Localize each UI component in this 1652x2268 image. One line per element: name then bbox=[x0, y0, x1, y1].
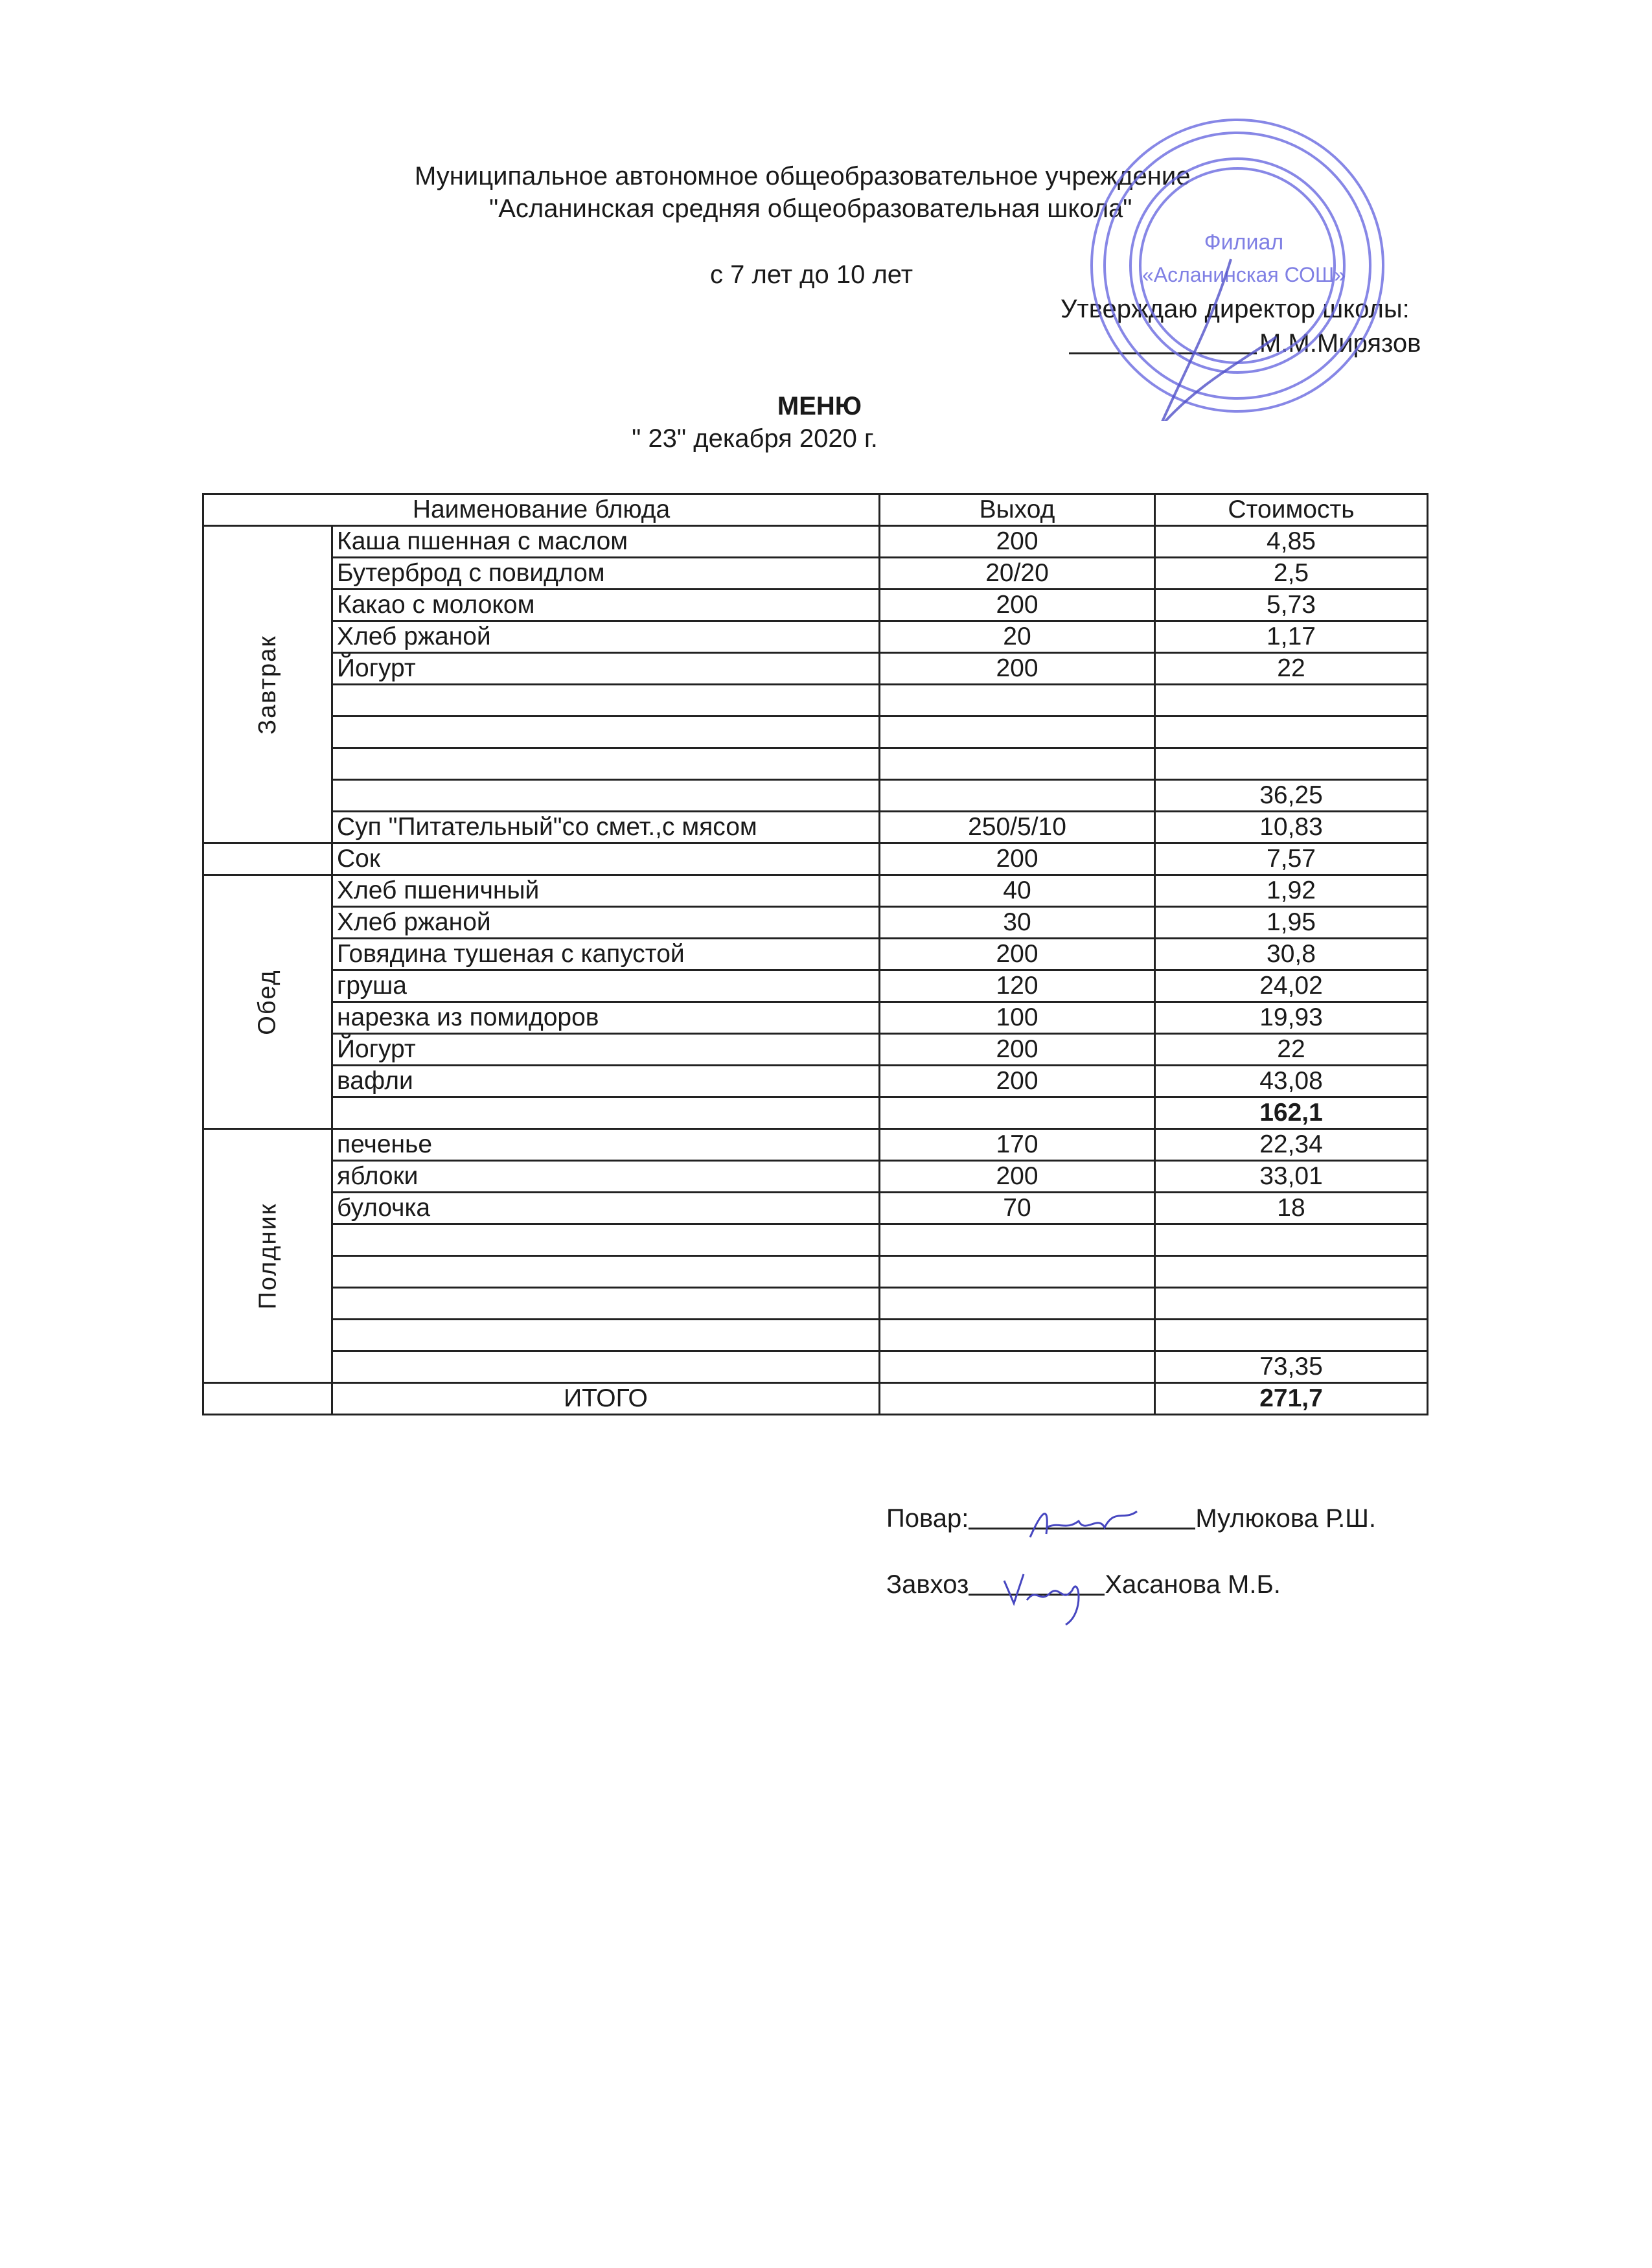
dish-name: Каша пшенная с маслом bbox=[332, 526, 880, 558]
portion: 200 bbox=[880, 1034, 1155, 1066]
portion bbox=[880, 1288, 1155, 1320]
dish-name: Хлеб ржаной bbox=[332, 621, 880, 653]
cost: 4,85 bbox=[1155, 526, 1428, 558]
dish-name: Сок bbox=[332, 843, 880, 875]
portion: 40 bbox=[880, 875, 1155, 907]
cost: 73,35 bbox=[1155, 1351, 1428, 1383]
cost bbox=[1155, 1224, 1428, 1256]
table-row bbox=[203, 653, 1428, 685]
portion: 20 bbox=[880, 621, 1155, 653]
portion: 200 bbox=[880, 590, 1155, 621]
header-cost: Стоимость bbox=[1155, 494, 1428, 526]
portion bbox=[880, 748, 1155, 780]
storekeeper-signature bbox=[886, 1570, 1281, 1599]
dish-name bbox=[332, 748, 880, 780]
table-row bbox=[203, 590, 1428, 621]
dish-name: Йогурт bbox=[332, 1034, 880, 1066]
cost bbox=[1155, 1320, 1428, 1351]
dish-name: Йогурт bbox=[332, 653, 880, 685]
cost: 22 bbox=[1155, 1034, 1428, 1066]
dish-name: груша bbox=[332, 970, 880, 1002]
organization-name: Муниципальное автономное общеобразовательное учреждение bbox=[415, 162, 1191, 190]
table-row bbox=[203, 1288, 1428, 1320]
school-name: "Асланинская средняя общеобразовательная школа" bbox=[489, 194, 1132, 223]
portion bbox=[880, 1320, 1155, 1351]
cost: 2,5 bbox=[1155, 558, 1428, 590]
table-row bbox=[203, 1161, 1428, 1193]
cook-name: Мулюкова Р.Ш. bbox=[1195, 1504, 1376, 1533]
meal-section-cell bbox=[203, 526, 332, 843]
portion bbox=[880, 1097, 1155, 1129]
cost: 22,34 bbox=[1155, 1129, 1428, 1161]
cost: 22 bbox=[1155, 653, 1428, 685]
dish-name: Хлеб ржаной bbox=[332, 907, 880, 939]
cost bbox=[1155, 716, 1428, 748]
table-row bbox=[203, 1351, 1428, 1383]
portion: 200 bbox=[880, 526, 1155, 558]
portion: 200 bbox=[880, 1066, 1155, 1097]
table-row bbox=[203, 875, 1428, 907]
cost: 18 bbox=[1155, 1193, 1428, 1224]
portion bbox=[880, 1256, 1155, 1288]
table-row bbox=[203, 1256, 1428, 1288]
dish-name: Какао с молоком bbox=[332, 590, 880, 621]
cook-handwritten-signature bbox=[1027, 1502, 1143, 1547]
portion: 200 bbox=[880, 653, 1155, 685]
table-row bbox=[203, 1320, 1428, 1351]
table-row bbox=[203, 685, 1428, 716]
cost: 24,02 bbox=[1155, 970, 1428, 1002]
table-header-row bbox=[203, 494, 1428, 526]
total-row bbox=[203, 1383, 1428, 1415]
svg-text:Филиал: Филиал bbox=[1204, 230, 1284, 255]
portion bbox=[880, 1224, 1155, 1256]
portion: 70 bbox=[880, 1193, 1155, 1224]
cost: 5,73 bbox=[1155, 590, 1428, 621]
menu-table bbox=[202, 493, 1428, 1415]
dish-name bbox=[332, 1288, 880, 1320]
dish-name: Хлеб пшеничный bbox=[332, 875, 880, 907]
signature-line bbox=[969, 1528, 1195, 1529]
table-row bbox=[203, 939, 1428, 970]
table-row bbox=[203, 907, 1428, 939]
portion: 200 bbox=[880, 939, 1155, 970]
table-row bbox=[203, 716, 1428, 748]
total-empty-cell bbox=[203, 1383, 332, 1415]
table-row bbox=[203, 621, 1428, 653]
dish-name bbox=[332, 1224, 880, 1256]
cost: 36,25 bbox=[1155, 780, 1428, 812]
meal-section-cell bbox=[203, 1129, 332, 1383]
header-portion: Выход bbox=[880, 494, 1155, 526]
meal-section-label: Завтрак bbox=[254, 634, 281, 735]
cost: 1,92 bbox=[1155, 875, 1428, 907]
table-row bbox=[203, 1002, 1428, 1034]
cost: 33,01 bbox=[1155, 1161, 1428, 1193]
dish-name: Суп "Питательный"со смет.,с мясом bbox=[332, 812, 880, 843]
dish-name bbox=[332, 1320, 880, 1351]
portion: 100 bbox=[880, 1002, 1155, 1034]
portion: 200 bbox=[880, 843, 1155, 875]
cost bbox=[1155, 748, 1428, 780]
dish-name bbox=[332, 1256, 880, 1288]
dish-name: нарезка из помидоров bbox=[332, 1002, 880, 1034]
approval-label: Утверждаю директор школы: bbox=[1061, 295, 1410, 323]
cost: 162,1 bbox=[1155, 1097, 1428, 1129]
meal-section-cell bbox=[203, 843, 332, 875]
meal-section-label: Обед bbox=[254, 968, 281, 1035]
cost: 30,8 bbox=[1155, 939, 1428, 970]
table-row bbox=[203, 970, 1428, 1002]
meal-section-label: Полдник bbox=[253, 1202, 281, 1309]
cost: 7,57 bbox=[1155, 843, 1428, 875]
portion bbox=[880, 1351, 1155, 1383]
cost: 19,93 bbox=[1155, 1002, 1428, 1034]
cost: 10,83 bbox=[1155, 812, 1428, 843]
table-row bbox=[203, 1097, 1428, 1129]
total-value: 271,7 bbox=[1155, 1383, 1428, 1415]
cost: 1,17 bbox=[1155, 621, 1428, 653]
meal-section-cell bbox=[203, 875, 332, 1129]
table-row bbox=[203, 748, 1428, 780]
table-row bbox=[203, 1066, 1428, 1097]
portion: 170 bbox=[880, 1129, 1155, 1161]
age-range: с 7 лет до 10 лет bbox=[710, 260, 913, 289]
portion bbox=[880, 685, 1155, 716]
dish-name bbox=[332, 685, 880, 716]
portion bbox=[880, 716, 1155, 748]
dish-name: Говядина тушеная с капустой bbox=[332, 939, 880, 970]
menu-date: " 23" декабря 2020 г. bbox=[632, 424, 878, 453]
dish-name bbox=[332, 1097, 880, 1129]
dish-name: печенье bbox=[332, 1129, 880, 1161]
cost bbox=[1155, 685, 1428, 716]
portion: 120 bbox=[880, 970, 1155, 1002]
dish-name: вафли bbox=[332, 1066, 880, 1097]
portion: 20/20 bbox=[880, 558, 1155, 590]
portion: 30 bbox=[880, 907, 1155, 939]
total-empty-cell bbox=[880, 1383, 1155, 1415]
dish-name: булочка bbox=[332, 1193, 880, 1224]
dish-name bbox=[332, 780, 880, 812]
school-stamp bbox=[1082, 110, 1393, 421]
dish-name bbox=[332, 1351, 880, 1383]
cost: 1,95 bbox=[1155, 907, 1428, 939]
storekeeper-name: Хасанова М.Б. bbox=[1105, 1570, 1281, 1599]
signature-line bbox=[969, 1594, 1105, 1596]
svg-text:«Асланинская СОШ»: «Асланинская СОШ» bbox=[1142, 263, 1346, 286]
table-row bbox=[203, 1034, 1428, 1066]
dish-name bbox=[332, 716, 880, 748]
table-row bbox=[203, 812, 1428, 843]
table-row bbox=[203, 1224, 1428, 1256]
dish-name: Бутерброд с повидлом bbox=[332, 558, 880, 590]
header-dish-name: Наименование блюда bbox=[203, 494, 880, 526]
total-label: ИТОГО bbox=[332, 1383, 880, 1415]
portion: 200 bbox=[880, 1161, 1155, 1193]
dish-name: яблоки bbox=[332, 1161, 880, 1193]
cost bbox=[1155, 1256, 1428, 1288]
storekeeper-handwritten-signature bbox=[1001, 1568, 1105, 1626]
cook-signature bbox=[886, 1504, 1376, 1533]
table-row bbox=[203, 558, 1428, 590]
table-row bbox=[203, 1193, 1428, 1224]
menu-title: МЕНЮ bbox=[777, 392, 862, 420]
table-row bbox=[203, 1129, 1428, 1161]
portion bbox=[880, 780, 1155, 812]
storekeeper-label: Завхоз bbox=[886, 1570, 969, 1599]
portion: 250/5/10 bbox=[880, 812, 1155, 843]
director-name: М.М.Мирязов bbox=[1259, 329, 1421, 358]
table-row bbox=[203, 526, 1428, 558]
table-row bbox=[203, 843, 1428, 875]
table-row bbox=[203, 780, 1428, 812]
cost: 43,08 bbox=[1155, 1066, 1428, 1097]
cost bbox=[1155, 1288, 1428, 1320]
cook-label: Повар: bbox=[886, 1504, 969, 1533]
